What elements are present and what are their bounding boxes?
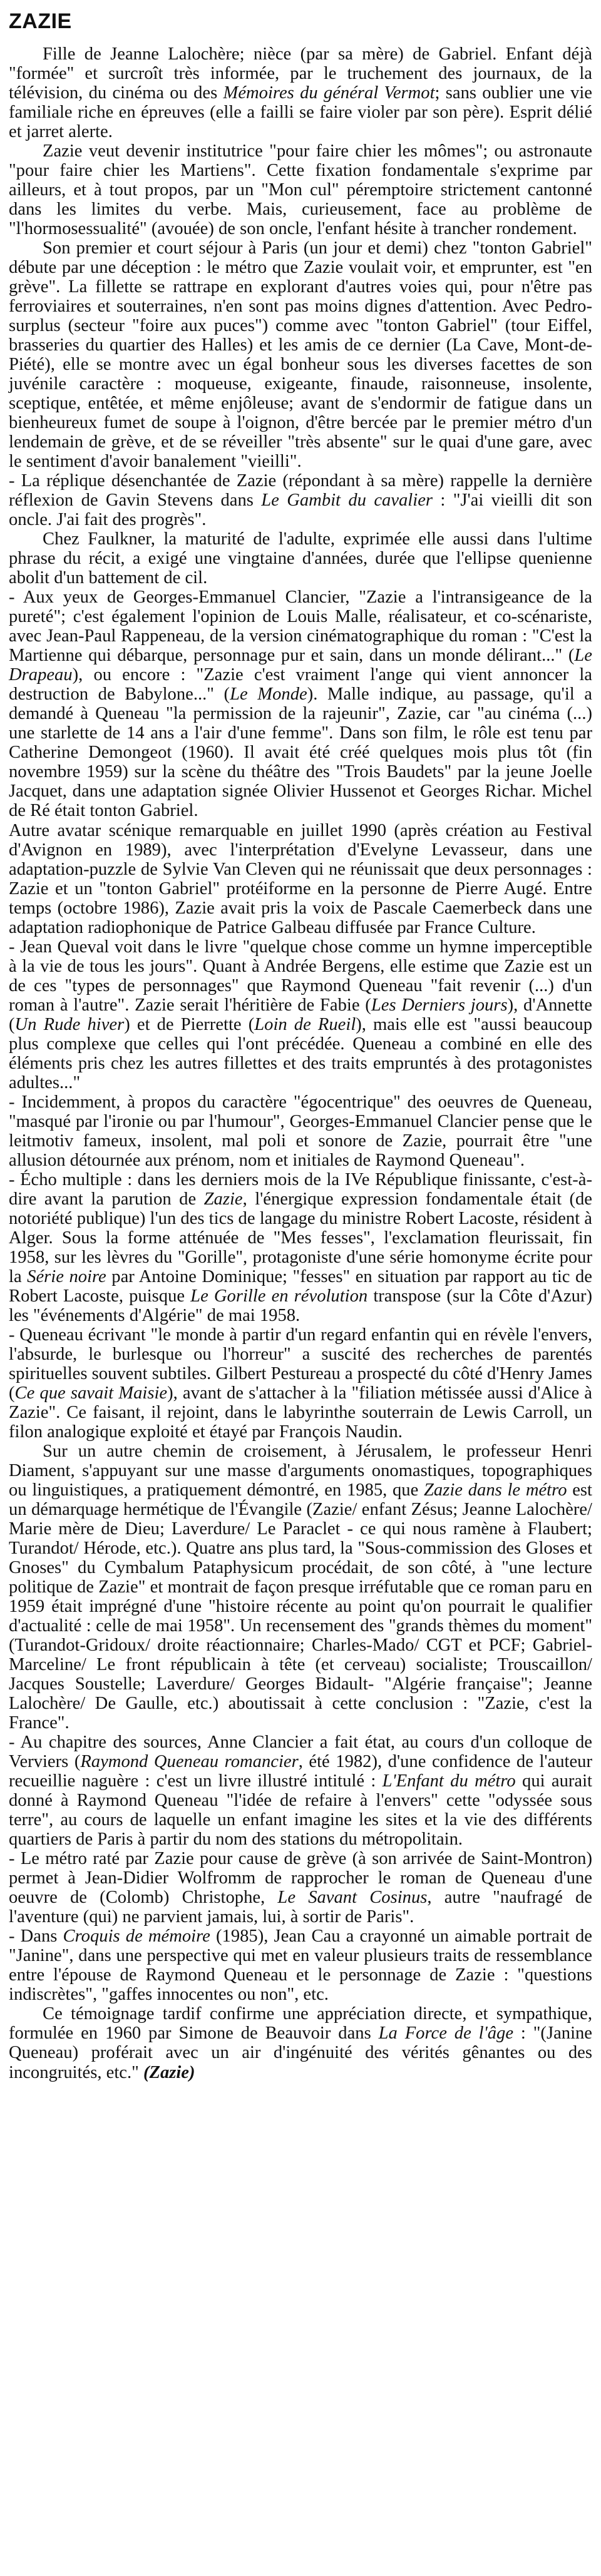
paragraph-9: - Incidemment, à propos du caractère "égocentrique" des oeuvres de Queneau, "masqué par l'ironie ou par l'humour", Georges-Emmanuel Clancier pense que le leitmotiv fameux, insolent, mal poli et sonore de Zazie, pourrait être "une allusion détournée aux prénom, nom et initiales de Raymond Queneau".	[9, 1092, 592, 1170]
paragraph-10: - Écho multiple : dans les derniers mois de la IVe République finissante, c'est-à-dire avant la parution de Zazie, l'énergique expression fondamentale était (de notoriété publique) l'un des tics de langage du ministre Robert Lacoste, résident à Alger. Sous la forme atténuée de "Mes fesses", l'exclamation fleurissait, fin 1958, sur les lèvres du "Gorille", protagoniste d'une série homonyme écrite pour la Série noire par Antoine Dominique; "fesses" en situation par rapport au tic de Robert Lacoste, puisque Le Gorille en révolution transpose (sur la Côte d'Azur) les "événements d'Algérie" de mai 1958.	[9, 1169, 593, 1325]
paragraph-4: - La réplique désenchantée de Zazie (répondant à sa mère) rappelle la dernière réflexion de Gavin Stevens dans Le Gambit du cavalier : "J'ai vieilli dit son oncle. J'ai fait des progrès".	[9, 471, 592, 530]
paragraph-16: Ce témoignage tardif confirme une appréciation directe, et sympathique, formulée en 1960 par Simone de Beauvoir dans La Force de l'âge : "(Janine Queneau) proférait avec un air d'ingénuité des vérités gênantes ou des incongruités, etc." (Zazie)	[9, 2004, 592, 2082]
paragraph-7: Autre avatar scénique remarquable en juillet 1990 (après création au Festival d'Avignon en 1989), avec l'interprétation d'Evelyne Levasseur, dans une adaptation-puzzle de Sylvie Van Cleven qui ne réunissait que deux personnages : Zazie et un "tonton Gabriel" protéiforme en la personne de Pierre Augé. Entre temps (octobre 1986), Zazie avait pris la voix de Pascale Caemerbeck dans une adaptation radiophonique de Patrice Galbeau diffusée par France Culture.	[9, 820, 592, 937]
paragraph-15: - Dans Croquis de mémoire (1985), Jean Cau a crayonné un aimable portrait de "Janine", dans une perspective qui met en valeur plusieurs traits de ressemblance entre l'épouse de Raymond Queneau et le personnage de Zazie : "questions indiscrètes", "gaffes innocentes ou non", etc.	[9, 1927, 592, 2005]
paragraph-6: - Aux yeux de Georges-Emmanuel Clancier, "Zazie a l'intransigeance de la pureté"; c'est également l'opinion de Louis Malle, réalisateur, et co-scénariste, avec Jean-Paul Rappeneau, de la version cinématographique du roman : "C'est la Martienne qui débarque, personnage pur et sain, dans un monde délirant..." (Le Drapeau), ou encore : "Zazie c'est vraiment l'ange qui vient annoncer la destruction de Babylone..." (Le Monde). Malle indique, au passage, qu'il a demandé à Queneau "la permission de la rajeunir", Zazie, car "au cinéma (...) une starlette de 14 ans a l'air d'une femme". Dans son film, le rôle est tenu par Catherine Demongeot (1960). Il avait été créé quelques mois plus tôt (fin novembre 1959) sur la scène du théâtre des "Trois Baudets" par la jeune Joelle Jacquet, dans une adaptation signée Olivier Hussenot et Georges Richar. Michel de Ré était tonton Gabriel.	[9, 588, 592, 821]
paragraph-5: Chez Faulkner, la maturité de l'adulte, exprimée elle aussi dans l'ultime phrase du récit, a exigé une vingtaine d'années, durée que l'ellipse quenienne abolit d'un battement de cil.	[9, 529, 592, 588]
entry-title: ZAZIE	[9, 9, 72, 33]
paragraph-14: - Le métro raté par Zazie pour cause de grève (à son arrivée de Saint-Montron) permet à Jean-Didier Wolfromm de rapprocher le roman de Queneau d'une oeuvre de (Colomb) Christophe, Le Savant Cosinus, autre "naufragé de l'aventure (qui) ne parvient jamais, lui, à sortir de Paris".	[9, 1849, 592, 1927]
paragraph-3: Son premier et court séjour à Paris (un jour et demi) chez "tonton Gabriel" débute par une déception : le métro que Zazie voulait voir, et emprunter, est "en grève". La fillette se rattrape en explorant d'autres voies qui, pour n'être pas ferroviaires et souterraines, n'en sont pas moins dignes d'attention. Avec Pedro-surplus (secteur "foire aux puces") comme avec "tonton Gabriel" (tour Eiffel, brasseries du quartier des Halles) et les amis de ce dernier (La Cave, Mont-de-Piété), elle se montre avec un égal bonheur sous les diverses facettes de son juvénile caractère : moqueuse, exigeante, finaude, raisonneuse, insolente, sceptique, entêtée, et même enjôleuse; avant de s'endormir de fatigue dans un bienheureux fumet de soupe à l'oignon, d'être bercée par le premier métro d'un lendemain de grève, et de se réveiller "très absente" sur le quai d'une gare, avec le sentiment d'avoir banalement "vieilli".	[9, 238, 592, 472]
paragraph-13: - Au chapitre des sources, Anne Clancier a fait état, au cours d'un colloque de Verviers (Raymond Queneau romancier, été 1982), d'une confidence de l'auteur recueillie naguère : c'est un livre illustré intitulé : L'Enfant du métro qui aurait donné à Raymond Queneau "l'idée de refaire à l'envers" cette "odyssée sous terre", au cours de laquelle un enfant imagine les sites et la vie des différents quartiers de Paris à partir du nom des stations du métropolitain.	[9, 1733, 592, 1850]
paragraph-12: Sur un autre chemin de croisement, à Jérusalem, le professeur Henri Diament, s'appuyant sur une masse d'arguments onomastiques, topographiques ou linguistiques, a pratiquement démontré, en 1985, que Zazie dans le métro est un démarquage hermétique de l'Évangile (Zazie/ enfant Zésus; Jeanne Lalochère/ Marie mère de Dieu; Laverdure/ Le Paraclet - ce qui nous ramène à Flaubert; Turandot/ Hérode, etc.). Quatre ans plus tard, la "Sous-commission des Gloses et Gnoses" du Cymbalum Pataphysicum procédait, de son côté, à "une lecture politique de Zazie" et montrait de façon presque irréfutable que ce roman paru en 1959 était imprégné d'une "histoire récente au point qu'on pourrait le qualifier d'actualité : celle de mai 1958". Un recensement des "grands thèmes du moment" (Turandot-Gridoux/ droite réactionnaire; Charles-Mado/ CGT et PCF; Gabriel-Marceline/ Le front républicain à tête (et cerveau) socialiste; Trouscaillon/ Jacques Soustelle; Laverdure/ Georges Bidault- "Algérie française"; Jeanne Lalochère/ De Gaulle, etc.) aboutissait à cette conclusion : "Zazie, c'est la France".	[9, 1442, 592, 1733]
paragraph-8: - Jean Queval voit dans le livre "quelque chose comme un hymne imperceptible à la vie de tous les jours". Quant à Andrée Bergens, elle estime que Zazie est un de ces "types de personnages" que Raymond Queneau "fait revenir (...) d'un roman à l'autre". Zazie serait l'héritière de Fabie (Les Derniers jours), d'Annette (Un Rude hiver) et de Pierrette (Loin de Rueil), mais elle est "aussi beaucoup plus complexe que celles qui l'ont précédée. Queneau a combiné en elle des éléments pris chez les autres fillettes et des traits empruntés à des protagonistes adultes..."	[9, 937, 592, 1092]
entry-body	[9, 44, 592, 2082]
paragraph-1: Fille de Jeanne Lalochère; nièce (par sa mère) de Gabriel. Enfant déjà "formée" et surcroît très informée, par le truchement des journaux, de la télévision, du cinéma ou des Mémoires du général Vermot; sans oublier une vie familiale riche en épreuves (elle a failli se faire violer par son père). Esprit délié et jarret alerte.	[9, 44, 592, 141]
paragraph-11: - Queneau écrivant "le monde à partir d'un regard enfantin qui en révèle l'envers, l'absurde, le burlesque ou l'horreur" a suscité des recherches de parentés spirituelles souvent subtiles. Gilbert Pestureau a prospecté du côté d'Henry James (Ce que savait Maisie), avant de s'attacher à la "filiation métissée aussi d'Alice à Zazie". Ce faisant, il rejoint, dans le labyrinthe souterrain de Lewis Carroll, un filon analogique exploité et étayé par François Naudin.	[9, 1325, 592, 1442]
paragraph-2: Zazie veut devenir institutrice "pour faire chier les mômes"; ou astronaute "pour faire chier les Martiens". Cette fixation fondamentale s'exprime par ailleurs, et à tout propos, par un "Mon cul" péremptoire strictement cantonné dans les limites du verbe. Mais, curieusement, face au problème de "l'hormosessualité" (avouée) de son oncle, l'enfant hésite à trancher rondement.	[9, 141, 592, 239]
